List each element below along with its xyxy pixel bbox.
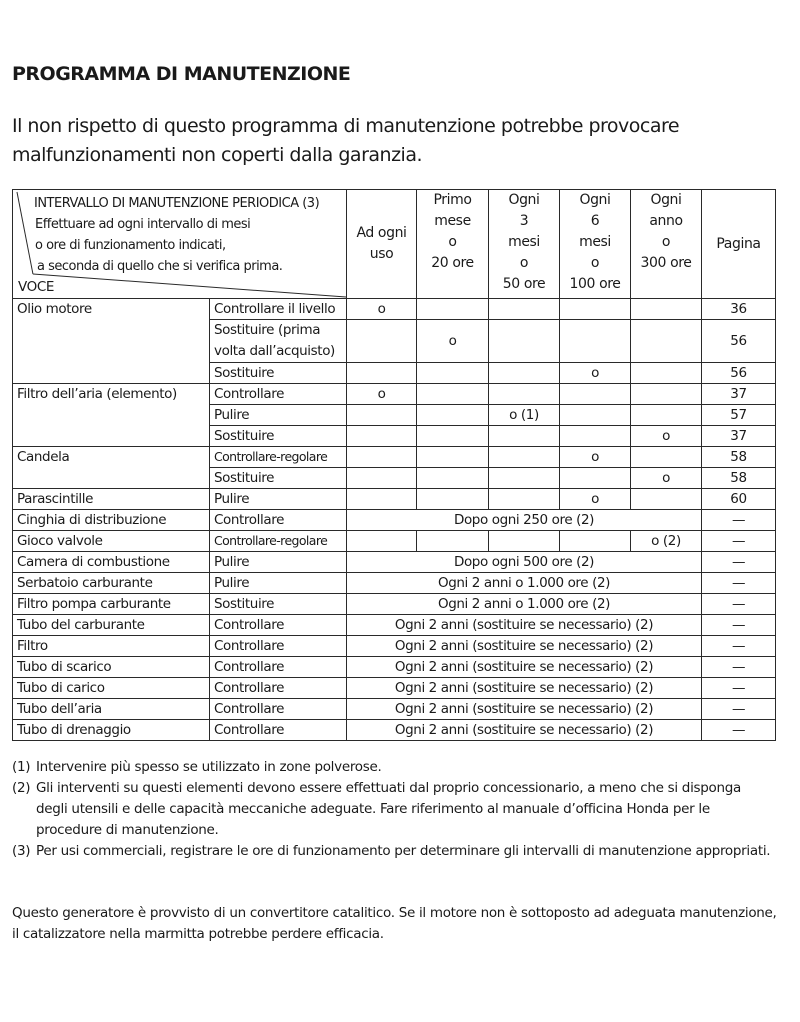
page-cell: — [702, 531, 776, 552]
interval-cell [560, 384, 631, 405]
col-3-months [489, 190, 560, 299]
table-row [13, 363, 776, 384]
interval-cell [489, 299, 560, 320]
col-header-line: Ogni [508, 192, 540, 208]
interval-span-cell: Ogni 2 anni (sostituire se necessario) (2) [347, 720, 702, 741]
interval-cell: o [631, 468, 702, 489]
table-row [13, 447, 776, 468]
item-cell: Tubo di carico [13, 678, 210, 699]
catalytic-note: Questo generatore è provvisto di un convertitore catalitico. Se il motore non è sottoposto ad adeguata manutenzione, il catalizzatore nella marmitta potrebbe perdere efficacia. [12, 905, 777, 942]
footnote [12, 757, 774, 778]
interval-cell [560, 468, 631, 489]
footnotes [12, 757, 774, 862]
action-cell: Controllare [210, 615, 347, 636]
action-cell: Controllare [210, 510, 347, 531]
item-cell: Tubo dell’aria [13, 699, 210, 720]
interval-line: a seconda di quello che si verifica prima. [37, 259, 283, 274]
col-header-line: 20 ore [431, 255, 474, 271]
interval-span-cell: Dopo ogni 500 ore (2) [347, 552, 702, 573]
col-header-line: 300 ore [640, 255, 692, 271]
table-row [13, 510, 776, 531]
col-header-line: o [590, 255, 600, 271]
page-cell: 56 [702, 320, 776, 363]
page-cell: — [702, 678, 776, 699]
table-row [13, 468, 776, 489]
maintenance-table [12, 189, 776, 741]
footnote-number: (1) [12, 759, 31, 775]
table-row [13, 320, 776, 363]
col-header-line: 6 [590, 213, 600, 229]
interval-cell [347, 468, 417, 489]
page-cell: 56 [702, 363, 776, 384]
item-cell [13, 405, 210, 426]
action-cell: Sostituire [210, 363, 347, 384]
page-cell: — [702, 510, 776, 531]
action-cell: Controllare [210, 636, 347, 657]
col-page-label: Pagina [716, 235, 761, 252]
interval-cell [631, 405, 702, 426]
page-cell: — [702, 636, 776, 657]
interval-cell [631, 363, 702, 384]
interval-cell [417, 384, 489, 405]
page-cell: 58 [702, 447, 776, 468]
interval-span-cell: Ogni 2 anni (sostituire se necessario) (2) [347, 615, 702, 636]
item-cell: Filtro [13, 636, 210, 657]
action-cell: Controllare [210, 384, 347, 405]
item-cell: Tubo del carburante [13, 615, 210, 636]
page-cell: 60 [702, 489, 776, 510]
action-cell: Controllare [210, 678, 347, 699]
interval-cell [489, 531, 560, 552]
item-cell: Parascintille [13, 489, 210, 510]
table-row [13, 657, 776, 678]
interval-cell: o (2) [631, 531, 702, 552]
table-row [13, 573, 776, 594]
col-header-line: o [448, 234, 457, 250]
col-header-line: o [661, 234, 671, 250]
item-cell: Olio motore [13, 299, 210, 320]
interval-cell: o (1) [489, 405, 560, 426]
item-cell: Gioco valvole [13, 531, 210, 552]
action-cell: Controllare [210, 657, 347, 678]
table-row [13, 405, 776, 426]
interval-cell [347, 363, 417, 384]
col-each-use [347, 190, 417, 299]
interval-cell [417, 531, 489, 552]
interval-cell [489, 320, 560, 363]
page-cell: 36 [702, 299, 776, 320]
col-header-line: mese [434, 213, 471, 229]
item-cell: Cinghia di distribuzione [13, 510, 210, 531]
item-cell [13, 363, 210, 384]
col-header-line: 50 ore [502, 276, 546, 292]
footnote [12, 778, 774, 841]
col-header-line: Ogni [579, 192, 611, 208]
interval-cell [417, 447, 489, 468]
interval-cell [631, 489, 702, 510]
interval-cell: o [347, 384, 417, 405]
table-row [13, 594, 776, 615]
interval-span-cell: Dopo ogni 250 ore (2) [347, 510, 702, 531]
col-header-line: mesi [508, 234, 540, 250]
action-cell: Controllare [210, 699, 347, 720]
interval-cell [560, 299, 631, 320]
table-row [13, 384, 776, 405]
item-cell: Filtro pompa carburante [13, 594, 210, 615]
action-cell: Pulire [210, 573, 347, 594]
item-cell: Serbatoio carburante [13, 573, 210, 594]
interval-cell: o [560, 489, 631, 510]
col-header-line: o [519, 255, 529, 271]
interval-cell [347, 320, 417, 363]
col-header-line: mesi [579, 234, 611, 250]
interval-cell: o [417, 320, 489, 363]
table-row [13, 426, 776, 447]
interval-cell [347, 531, 417, 552]
col-first-month [417, 190, 489, 299]
interval-cell [417, 489, 489, 510]
page-cell: — [702, 573, 776, 594]
interval-line: Effettuare ad ogni intervallo di mesi [35, 217, 251, 232]
interval-cell [489, 426, 560, 447]
action-cell: Sostituire [210, 594, 347, 615]
col-header-line: 3 [519, 213, 529, 229]
table-row [13, 531, 776, 552]
interval-cell: o [560, 447, 631, 468]
footnote-text: Intervenire più spesso se utilizzato in zone polverose. [36, 759, 382, 775]
interval-span-cell: Ogni 2 anni (sostituire se necessario) (2) [347, 699, 702, 720]
interval-cell [631, 447, 702, 468]
interval-cell [631, 320, 702, 363]
table-header-row [13, 190, 776, 299]
page-cell: 37 [702, 384, 776, 405]
item-cell: Tubo di drenaggio [13, 720, 210, 741]
table-row [13, 720, 776, 741]
page-cell: 58 [702, 468, 776, 489]
col-header-line: Ad ogni [356, 225, 407, 241]
interval-cell [489, 363, 560, 384]
interval-cell [347, 426, 417, 447]
interval-cell [489, 468, 560, 489]
interval-cell [347, 405, 417, 426]
interval-line: INTERVALLO DI MANUTENZIONE PERIODICA (3) [34, 196, 320, 211]
action-cell: Pulire [210, 405, 347, 426]
interval-cell [417, 363, 489, 384]
interval-span-cell: Ogni 2 anni (sostituire se necessario) (2) [347, 657, 702, 678]
interval-header-cell [13, 190, 347, 299]
action-cell: Sostituire (prima volta dall’acquisto) [210, 320, 347, 363]
footnote-text: Gli interventi su questi elementi devono essere effettuati dal proprio concessionario, a meno che si disponga degli utensili e delle capacità meccaniche adeguate. Fare riferimento al manuale d’officina Honda per le procedure di manutenzione. [36, 780, 741, 838]
col-6-months [560, 190, 631, 299]
page-cell: — [702, 594, 776, 615]
table-row [13, 699, 776, 720]
page-cell: — [702, 615, 776, 636]
interval-cell [347, 447, 417, 468]
action-cell: Sostituire [210, 426, 347, 447]
interval-cell [631, 384, 702, 405]
page-cell: 37 [702, 426, 776, 447]
action-cell: Pulire [210, 552, 347, 573]
interval-cell: o [631, 426, 702, 447]
interval-cell [560, 320, 631, 363]
col-page [702, 190, 776, 299]
page-cell: — [702, 720, 776, 741]
col-year [631, 190, 702, 299]
interval-cell [560, 531, 631, 552]
action-cell: Sostituire [210, 468, 347, 489]
action-cell: Controllare il livello [210, 299, 347, 320]
interval-cell: o [347, 299, 417, 320]
interval-span-cell: Ogni 2 anni o 1.000 ore (2) [347, 594, 702, 615]
action-cell: Pulire [210, 489, 347, 510]
interval-span-cell: Ogni 2 anni (sostituire se necessario) (2) [347, 636, 702, 657]
action-cell: Controllare-regolare [210, 447, 347, 468]
item-cell [13, 320, 210, 363]
table-row [13, 552, 776, 573]
item-cell: Candela [13, 447, 210, 468]
action-cell: Controllare-regolare [210, 531, 347, 552]
footnote-number: (3) [12, 843, 31, 859]
interval-cell [417, 426, 489, 447]
interval-cell [489, 489, 560, 510]
interval-cell [417, 299, 489, 320]
interval-cell [489, 447, 560, 468]
item-cell [13, 426, 210, 447]
interval-cell [417, 405, 489, 426]
page-title: PROGRAMMA DI MANUTENZIONE [12, 63, 351, 85]
col-header-line: anno [649, 213, 683, 229]
col-header-line: Primo [433, 192, 472, 208]
interval-cell [489, 384, 560, 405]
voce-label: VOCE [18, 279, 54, 295]
table-row [13, 489, 776, 510]
interval-cell [560, 405, 631, 426]
interval-span-cell: Ogni 2 anni o 1.000 ore (2) [347, 573, 702, 594]
intro-paragraph: Il non rispetto di questo programma di manutenzione potrebbe provocare malfunzionamenti non coperti dalla garanzia. [12, 115, 680, 166]
footnote [12, 841, 774, 862]
interval-cell [417, 468, 489, 489]
interval-cell [560, 426, 631, 447]
interval-cell: o [560, 363, 631, 384]
interval-cell [347, 489, 417, 510]
page-cell: — [702, 552, 776, 573]
interval-cell [631, 299, 702, 320]
item-cell [13, 468, 210, 489]
action-cell: Controllare [210, 720, 347, 741]
interval-span-cell: Ogni 2 anni (sostituire se necessario) (2) [347, 678, 702, 699]
col-header-line: 100 ore [569, 276, 621, 292]
col-header-line: uso [369, 246, 394, 262]
page-cell: — [702, 657, 776, 678]
table-row [13, 615, 776, 636]
table-row [13, 636, 776, 657]
interval-line: o ore di funzionamento indicati, [35, 238, 226, 253]
col-header-line: Ogni [650, 192, 682, 208]
table-row [13, 678, 776, 699]
interval-description [35, 193, 319, 277]
item-cell: Camera di combustione [13, 552, 210, 573]
page-cell: — [702, 699, 776, 720]
footnote-text: Per usi commerciali, registrare le ore di funzionamento per determinare gli intervalli di manutenzione appropriati. [36, 843, 771, 859]
table-row [13, 299, 776, 320]
item-cell: Filtro dell’aria (elemento) [13, 384, 210, 405]
footnote-number: (2) [12, 780, 31, 796]
item-cell: Tubo di scarico [13, 657, 210, 678]
page-cell: 57 [702, 405, 776, 426]
